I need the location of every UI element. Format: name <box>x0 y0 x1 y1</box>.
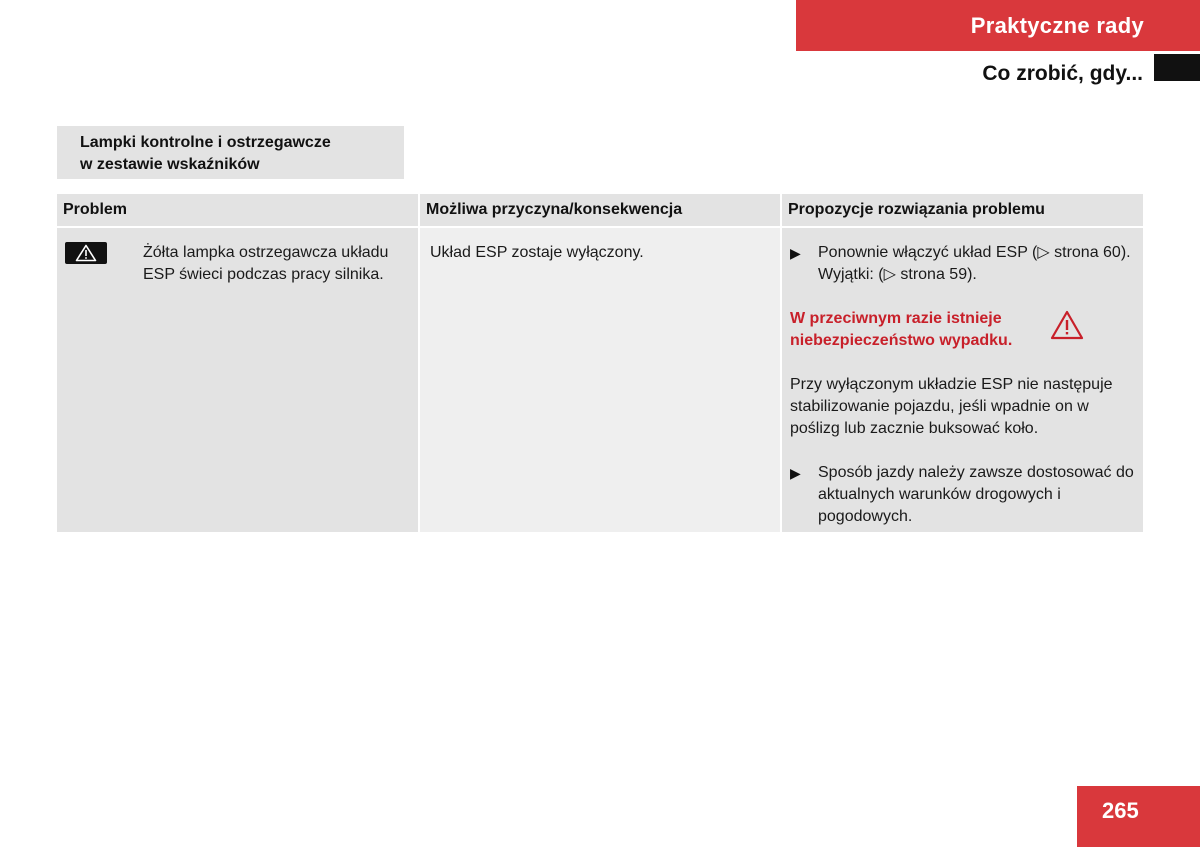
solution-step-1 <box>790 242 1139 286</box>
page-number: 265 <box>1077 786 1200 847</box>
warning-text: W przeciwnym razie istnieje niebezpieczeństwo wypadku. <box>790 310 1013 349</box>
solution-step-2-text: Sposób jazdy należy zawsze dostosować do aktualnych warunków drogowych i pogodowych. <box>818 464 1134 525</box>
subsection-title: Co zrobić, gdy... <box>982 62 1143 85</box>
header-cause: Możliwa przyczyna/konsekwencja <box>418 194 780 226</box>
warning-triangle-icon <box>1050 310 1084 340</box>
solution-cell <box>780 228 1143 532</box>
problem-cell <box>57 228 418 532</box>
header-solution: Propozycje rozwiązania problemu <box>780 194 1143 226</box>
table-caption-box <box>57 126 404 179</box>
warning-triangle-icon <box>75 244 97 262</box>
solution-step-2 <box>790 462 1139 528</box>
solution-step-1-text: Ponownie włączyć układ ESP (▷ strona 60). Wyjątki: (▷ strona 59). <box>818 244 1131 283</box>
cause-text: Układ ESP zostaje wyłączony. <box>430 244 644 261</box>
caption-line-1: Lampki kontrolne i ostrzegawcze <box>80 134 331 151</box>
cause-cell <box>418 228 780 532</box>
accident-warning <box>790 308 1139 352</box>
caption-line-2: w zestawie wskaźników <box>80 156 260 173</box>
warning-lamp-icon <box>65 242 107 264</box>
section-title: Praktyczne rady <box>970 12 1144 38</box>
troubleshooting-table <box>57 194 1143 532</box>
bullet-arrow-icon: ▶ <box>790 245 801 261</box>
thumb-tab-marker <box>1154 54 1200 81</box>
header-problem: Problem <box>63 201 128 218</box>
problem-text: Żółta lampka ostrzegawcza układu ESP świeci podczas pracy silnika. <box>143 244 389 283</box>
esp-note: Przy wyłączonym układzie ESP nie następuje stabilizowanie pojazdu, jeśli wpadnie on w poślizg lub zacznie buksować koło. <box>790 376 1113 437</box>
table-header <box>57 194 1143 226</box>
section-tab <box>796 0 1200 51</box>
bullet-arrow-icon: ▶ <box>790 465 801 481</box>
table-row <box>57 228 1143 532</box>
